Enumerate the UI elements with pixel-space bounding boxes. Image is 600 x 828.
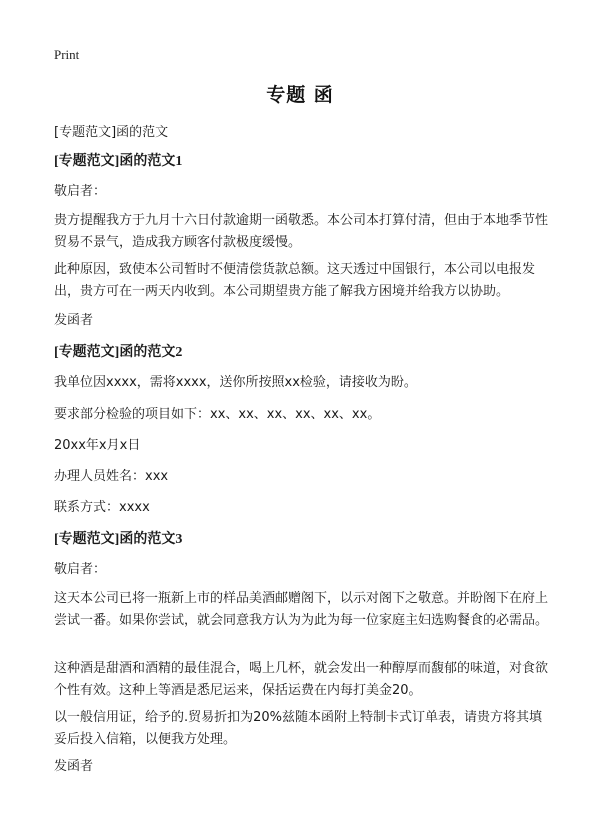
section-3-paragraph-2: 这种酒是甜酒和酒精的最佳混合，喝上几杯，就会发出一种醇厚而馥郁的味道，对食欲个性有效。这种上等酒是悉尼运来，保括运费在内每打美金20。 (54, 661, 549, 698)
section-3-heading: [专题范文]函的范文3 (54, 532, 183, 547)
section-3-salutation: 敬启者： (54, 562, 107, 577)
section-3-paragraph-3: 以一般信用证，给予的.贸易折扣为20%兹随本函附上特制卡式订单表，请贵方将其填妥后投入信箱，以便我方处理。 (54, 710, 543, 747)
section-2-contact-method: 联系方式：xxxx (54, 500, 150, 515)
section-2-date: 20xx年x月x日 (54, 438, 141, 453)
section-1-paragraph-1: 贵方提醒我方于九月十六日付款逾期一函敬悉。本公司本打算付清，但由于本地季节性贸易不景气，造成我方顾客付款极度缓慢。 (54, 213, 549, 250)
document-subtitle: [专题范文]函的范文 (54, 125, 169, 140)
section-1-signature: 发函者 (54, 313, 94, 328)
section-2-line-2: 要求部分检验的项目如下：xx、xx、xx、xx、xx、xx。 (54, 407, 381, 422)
section-3-signature: 发函者 (54, 759, 94, 774)
section-2-line-1: 我单位因xxxx，需将xxxx，送你所按照xx检验，请接收为盼。 (54, 375, 417, 390)
print-link[interactable]: Print (54, 47, 80, 62)
section-1-paragraph-2: 此种原因，致使本公司暂时不便清偿货款总额。这天透过中国银行，本公司以电报发出，贵方可在一两天内收到。本公司期望贵方能了解我方困境并给我方以协助。 (54, 262, 536, 299)
section-1-heading: [专题范文]函的范文1 (54, 154, 183, 169)
section-2-heading: [专题范文]函的范文2 (54, 345, 183, 360)
section-3-paragraph-1: 这天本公司已将一瓶新上市的样品美酒邮赠阁下，以示对阁下之敬意。并盼阁下在府上尝试一番。如果你尝试，就会同意我方认为为此为每一位家庭主妇选购餐食的必需品。 (54, 591, 549, 628)
page-title: 专题 函 (266, 84, 334, 106)
section-1-salutation: 敬启者： (54, 184, 107, 199)
section-2-contact-name: 办理人员姓名：xxx (54, 469, 169, 484)
